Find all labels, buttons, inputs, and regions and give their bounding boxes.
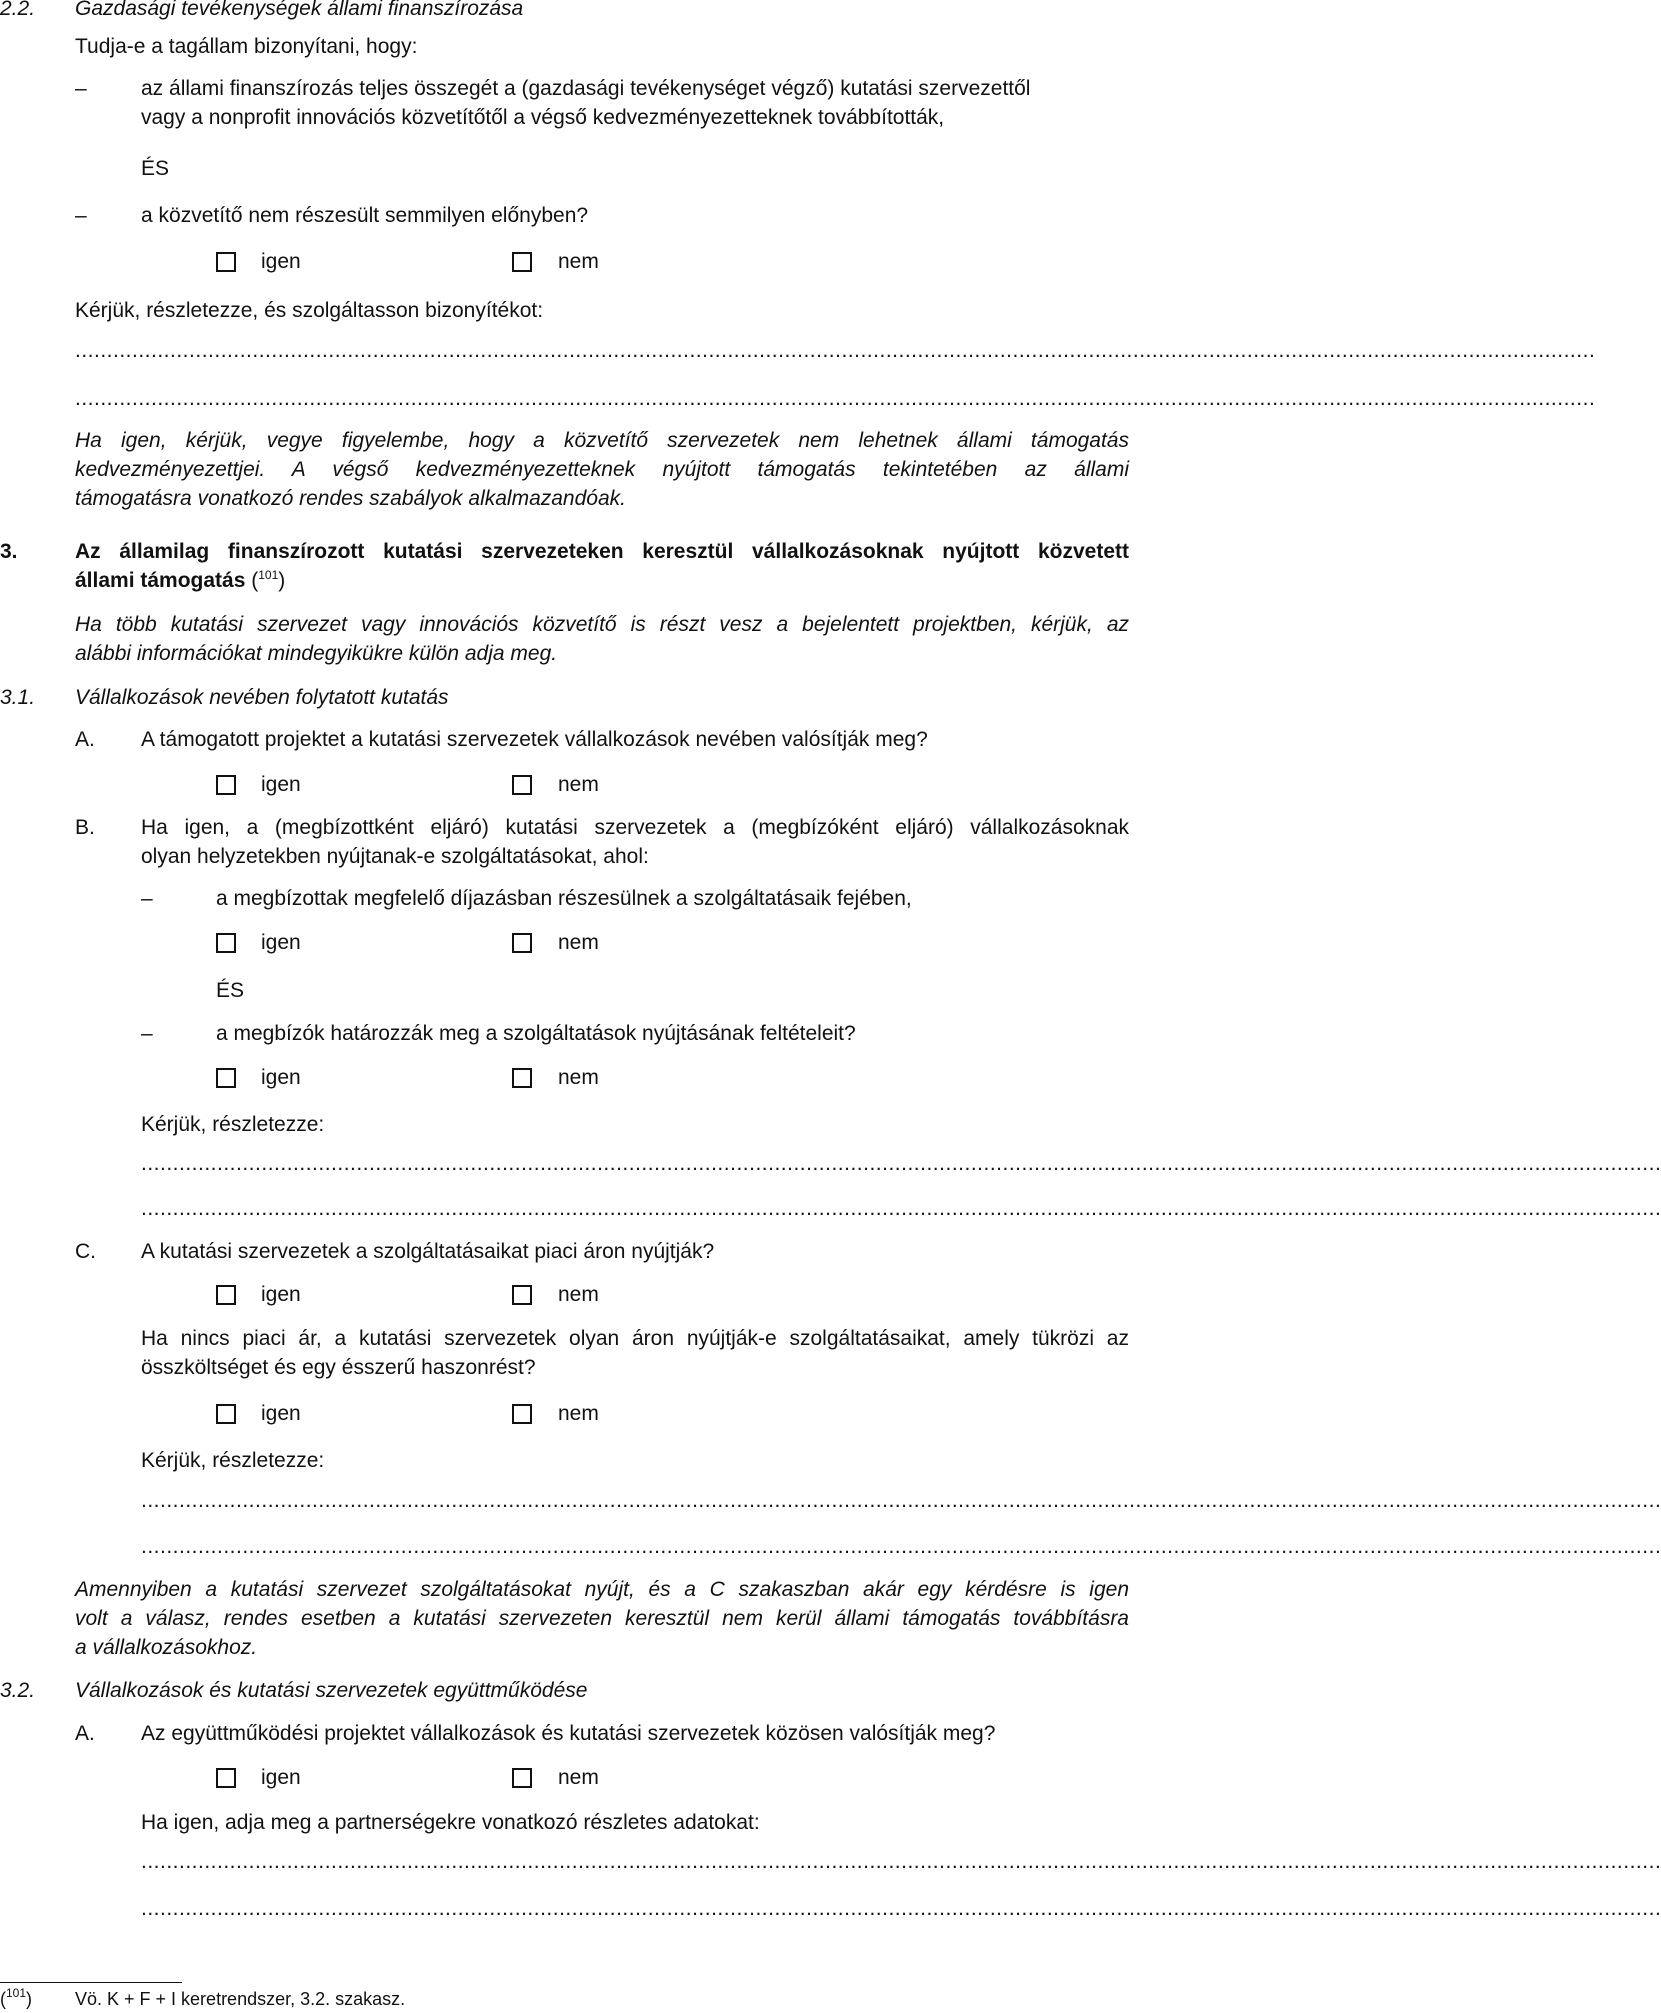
item-text-c: Ha nincs piaci ár, a kutatási szervezetek olyan áron nyújtják-e szolgáltatásaikat, amely tükrözi az (141, 1327, 1129, 1350)
item-text-a: A támogatott projektet a kutatási szervezetek vállalkozások nevében valósítják meg? (141, 728, 928, 751)
note-text (75, 457, 1129, 483)
question-text: Tudja-e a tagállam bizonyítani, hogy: (75, 35, 418, 58)
item-label-a: A. (75, 1722, 95, 1745)
option-label-nem: nem (558, 773, 599, 796)
checkbox-nem[interactable] (512, 1285, 532, 1305)
footnote-marker: ($^{101}$) (251, 568, 286, 592)
footnote-text: Vö. K + F + I keretrendszer, 3.2. szakasz. (75, 1989, 406, 2009)
item-text-a: Az együttműködési projektet vállalkozások és kutatási szervezetek közösen valósítják meg? (141, 1722, 996, 1745)
checkbox-nem[interactable] (512, 1768, 532, 1788)
footnote-marker: ($^{101}$) (0, 1986, 33, 2009)
partners-prompt: Ha igen, adja meg a partnerségekre vonatkozó részletes adatokat: (141, 1811, 760, 1834)
item-label-c: C. (75, 1240, 96, 1263)
bullet-text: vagy a nonprofit innovációs közvetítőtől a végső kedvezményezetteknek továbbították, (141, 106, 945, 129)
checkbox-igen[interactable] (216, 775, 236, 795)
note-text: Ha több kutatási szervezet vagy innovációs közvetítő is részt vesz a bejelentett projektben, kérjük, az (75, 613, 1129, 636)
item-label-b: B. (75, 816, 95, 839)
checkbox-igen[interactable] (216, 1285, 236, 1305)
answer-line[interactable]: ................................................................................................................................................................................................................................................ (75, 387, 1596, 410)
item-text-c: összköltséget és egy ésszerű haszonrést? (141, 1356, 536, 1379)
details-prompt: Kérjük, részletezze: (141, 1113, 325, 1136)
section-number-3: 3. (0, 540, 18, 563)
option-label-nem: nem (558, 1766, 599, 1789)
option-label-igen: igen (261, 773, 301, 796)
option-label-igen: igen (261, 1283, 301, 1306)
note-line: kedvezményezettjei. A végső kedvezményezetteknek nyújtott támogatás tekintetében az állami (75, 458, 1129, 481)
answer-line[interactable]: ................................................................................................................................................................................................................................................ (75, 339, 1596, 362)
note-text: támogatásra vonatkozó rendes szabályok alkalmazandóak. (75, 487, 626, 510)
section-title-text: állami támogatás (75, 569, 246, 592)
option-label-nem: nem (558, 250, 599, 273)
note-text: alábbi információkat mindegyikükre külön adja meg. (75, 642, 558, 665)
checkbox-nem[interactable] (512, 252, 532, 272)
section-title-3: Az államilag finanszírozott kutatási szervezeteken keresztül vállalkozásoknak nyújtott közvetett (75, 540, 1129, 563)
section-title-3-cont (75, 568, 285, 594)
footnote-ref: 101 (258, 568, 279, 582)
item-text-b: Ha igen, a (megbízottként eljáró) kutatási szervezetek a (megbízóként eljáró) vállalkozásoknak (141, 816, 1129, 839)
footnote-rule (0, 1982, 182, 1983)
section-title-3-1: Vállalkozások nevében folytatott kutatás (75, 686, 449, 709)
option-label-nem: nem (558, 931, 599, 954)
checkbox-nem[interactable] (512, 775, 532, 795)
section-number-3-1: 3.1. (0, 686, 36, 709)
checkbox-igen[interactable] (216, 1404, 236, 1424)
answer-line[interactable]: ................................................................................................................................................................................................................................................ (141, 1197, 1661, 1220)
note-text: volt a válasz, rendes esetben a kutatási szervezeten keresztül nem kerül állami támogatás továbbításra (75, 1607, 1129, 1630)
option-label-nem: nem (558, 1283, 599, 1306)
section-number-3-2: 3.2. (0, 1679, 36, 1702)
checkbox-igen[interactable] (216, 1068, 236, 1088)
bullet-text: a megbízottak megfelelő díjazásban részesülnek a szolgáltatásaik fejében, (216, 887, 912, 910)
item-label-a: A. (75, 728, 95, 751)
checkbox-nem[interactable] (512, 1068, 532, 1088)
dash: – (141, 1022, 153, 1045)
note-text: Ha igen, kérjük, vegye figyelembe, hogy a közvetítő szervezetek nem lehetnek állami támogatás (75, 429, 1129, 452)
bullet-text: a közvetítő nem részesült semmilyen előnyben? (141, 204, 589, 227)
answer-line[interactable]: ................................................................................................................................................................................................................................................ (141, 1489, 1661, 1512)
section-title-3-2: Vállalkozások és kutatási szervezetek együttműködése (75, 1679, 588, 1702)
checkbox-nem[interactable] (512, 933, 532, 953)
note-text: a vállalkozásokhoz. (75, 1636, 258, 1659)
dash: – (75, 204, 87, 227)
details-prompt: Kérjük, részletezze: (141, 1449, 325, 1472)
option-label-igen: igen (261, 931, 301, 954)
and-connector: ÉS (141, 157, 170, 180)
section-number-2-2: 2.2. (0, 0, 36, 20)
option-label-igen: igen (261, 1066, 301, 1089)
note-text: Amennyiben a kutatási szervezet szolgáltatásokat nyújt, és a C szakaszban akár egy kérdésre is igen (75, 1578, 1129, 1601)
item-text-b: olyan helyzetekben nyújtanak-e szolgáltatásokat, ahol: (141, 845, 649, 868)
answer-line[interactable]: ................................................................................................................................................................................................................................................ (141, 1152, 1661, 1175)
answer-line[interactable]: ................................................................................................................................................................................................................................................ (141, 1897, 1661, 1920)
option-label-igen: igen (261, 1402, 301, 1425)
bullet-text: az állami finanszírozás teljes összegét a (gazdasági tevékenységet végző) kutatási szervezettől (141, 77, 1031, 100)
checkbox-igen[interactable] (216, 933, 236, 953)
details-prompt: Kérjük, részletezze, és szolgáltasson bizonyítékot: (75, 299, 544, 322)
bullet-text: a megbízók határozzák meg a szolgáltatások nyújtásának feltételeit? (216, 1022, 856, 1045)
footnote-number: 101 (6, 1986, 27, 2000)
option-label-nem: nem (558, 1066, 599, 1089)
dash: – (141, 887, 153, 910)
answer-line[interactable]: ................................................................................................................................................................................................................................................ (141, 1535, 1661, 1558)
checkbox-igen[interactable] (216, 252, 236, 272)
and-connector: ÉS (216, 979, 245, 1002)
option-label-nem: nem (558, 1402, 599, 1425)
item-text-c: A kutatási szervezetek a szolgáltatásaikat piaci áron nyújtják? (141, 1240, 715, 1263)
checkbox-igen[interactable] (216, 1768, 236, 1788)
dash: – (75, 77, 87, 100)
section-title-2-2: Gazdasági tevékenységek állami finanszírozása (75, 0, 524, 20)
checkbox-nem[interactable] (512, 1404, 532, 1424)
option-label-igen: igen (261, 1766, 301, 1789)
answer-line[interactable]: ................................................................................................................................................................................................................................................ (141, 1850, 1661, 1873)
option-label-igen: igen (261, 250, 301, 273)
